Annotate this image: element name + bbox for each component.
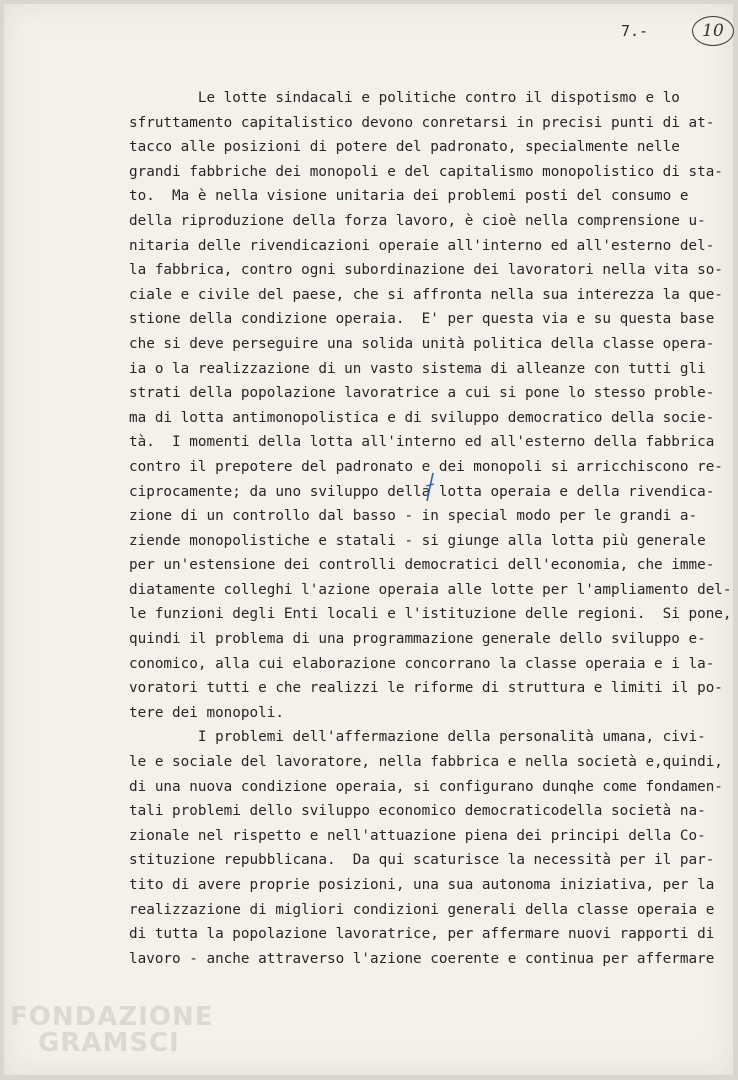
text-line: tacco alle posizioni di potere del padronato, specialmente nelle — [129, 139, 680, 156]
text-line: sfruttamento capitalistico devono conretarsi in precisi punti di at- — [129, 114, 715, 131]
watermark-line-1: FONDAZIONE — [10, 1002, 214, 1032]
text-line: ziende monopolistiche e statali - si giunge alla lotta più generale — [129, 532, 706, 549]
text-line: stione della condizione operaia. E' per questa via e su questa base — [129, 311, 715, 328]
text-line: tito di avere proprie posizioni, una sua autonoma iniziativa, per la — [129, 877, 715, 893]
text-line: realizzazione di migliori condizioni generali della classe operaia e — [129, 901, 715, 918]
text-line: lavoro - anche attraverso l'azione coerente e continua per affermare — [129, 950, 715, 967]
circled-page-number: 10 — [692, 16, 734, 46]
document-page — [4, 4, 733, 1075]
body-text — [129, 86, 732, 971]
text-line: che si deve perseguire una solida unità politica della classe opera- — [129, 335, 715, 352]
text-line: di tutta la popolazione lavoratrice, per affermare nuovi rapporti di — [129, 926, 715, 943]
text-line: contro il prepotere del padronato e dei monopoli si arricchiscono re- — [129, 458, 723, 475]
watermark-line-2: GRAMSCI — [38, 1028, 180, 1058]
text-line: Le lotte sindacali e politiche contro il dispotismo e lo — [129, 90, 680, 106]
watermark-logo — [10, 1004, 213, 1056]
text-line: ciprocamente; da uno sviluppo della lotta operaia e della rivendica- — [129, 483, 715, 500]
text-line: strati della popolazione lavoratrice a cui si pone lo stesso proble- — [129, 385, 715, 402]
text-line: nitaria delle rivendicazioni operaie all'interno ed all'esterno del- — [129, 237, 715, 254]
text-line: quindi il problema di una programmazione generale dello sviluppo e- — [129, 631, 706, 648]
text-line: tere dei monopoli. — [129, 704, 284, 721]
text-line: di una nuova condizione operaia, si configurano dunqhe come fondamen- — [129, 778, 723, 795]
text-line: conomico, alla cui elaborazione concorrano la classe operaia e i la- — [129, 655, 715, 672]
handwritten-correction-mark — [424, 472, 436, 502]
text-line: grandi fabbriche dei monopoli e del capitalismo monopolistico di sta- — [129, 163, 723, 180]
text-line: per un'estensione dei controlli democratici dell'economia, che imme- — [129, 557, 715, 574]
text-line: zione di un controllo dal basso - in special modo per le grandi a- — [129, 508, 698, 525]
text-line: tà. I momenti della lotta all'interno ed all'esterno della fabbrica — [129, 434, 715, 451]
text-line: ciale e civile del paese, che si affronta nella sua interezza la que- — [129, 286, 723, 303]
text-line: stituzione repubblicana. Da qui scaturisce la necessità per il par- — [129, 852, 715, 869]
text-line: to. Ma è nella visione unitaria dei problemi posti del consumo e — [129, 188, 689, 205]
text-line: diatamente colleghi l'azione operaia alle lotte per l'ampliamento del- — [129, 581, 732, 598]
text-line: ma di lotta antimonopolistica e di sviluppo democratico della socie- — [129, 409, 715, 426]
text-line: le funzioni degli Enti locali e l'istituzione delle regioni. Si pone, — [129, 606, 732, 623]
text-line: della riproduzione della forza lavoro, è cioè nella comprensione u- — [129, 212, 706, 229]
page-number: 7.- — [621, 22, 649, 40]
text-line: zionale nel rispetto e nell'attuazione piena dei principi della Co- — [129, 827, 706, 844]
text-line: voratori tutti e che realizzi le riforme di struttura e limiti il po- — [129, 680, 723, 697]
text-line: tali problemi dello sviluppo economico democraticodella società na- — [129, 803, 706, 820]
text-line: I problemi dell'affermazione della personalità umana, civi- — [129, 729, 706, 746]
text-line: le e sociale del lavoratore, nella fabbrica e nella società e,quindi, — [129, 754, 723, 771]
text-line: la fabbrica, contro ogni subordinazione dei lavoratori nella vita so- — [129, 262, 723, 279]
text-line: ia o la realizzazione di un vasto sistema di alleanze con tutti gli — [129, 360, 706, 377]
